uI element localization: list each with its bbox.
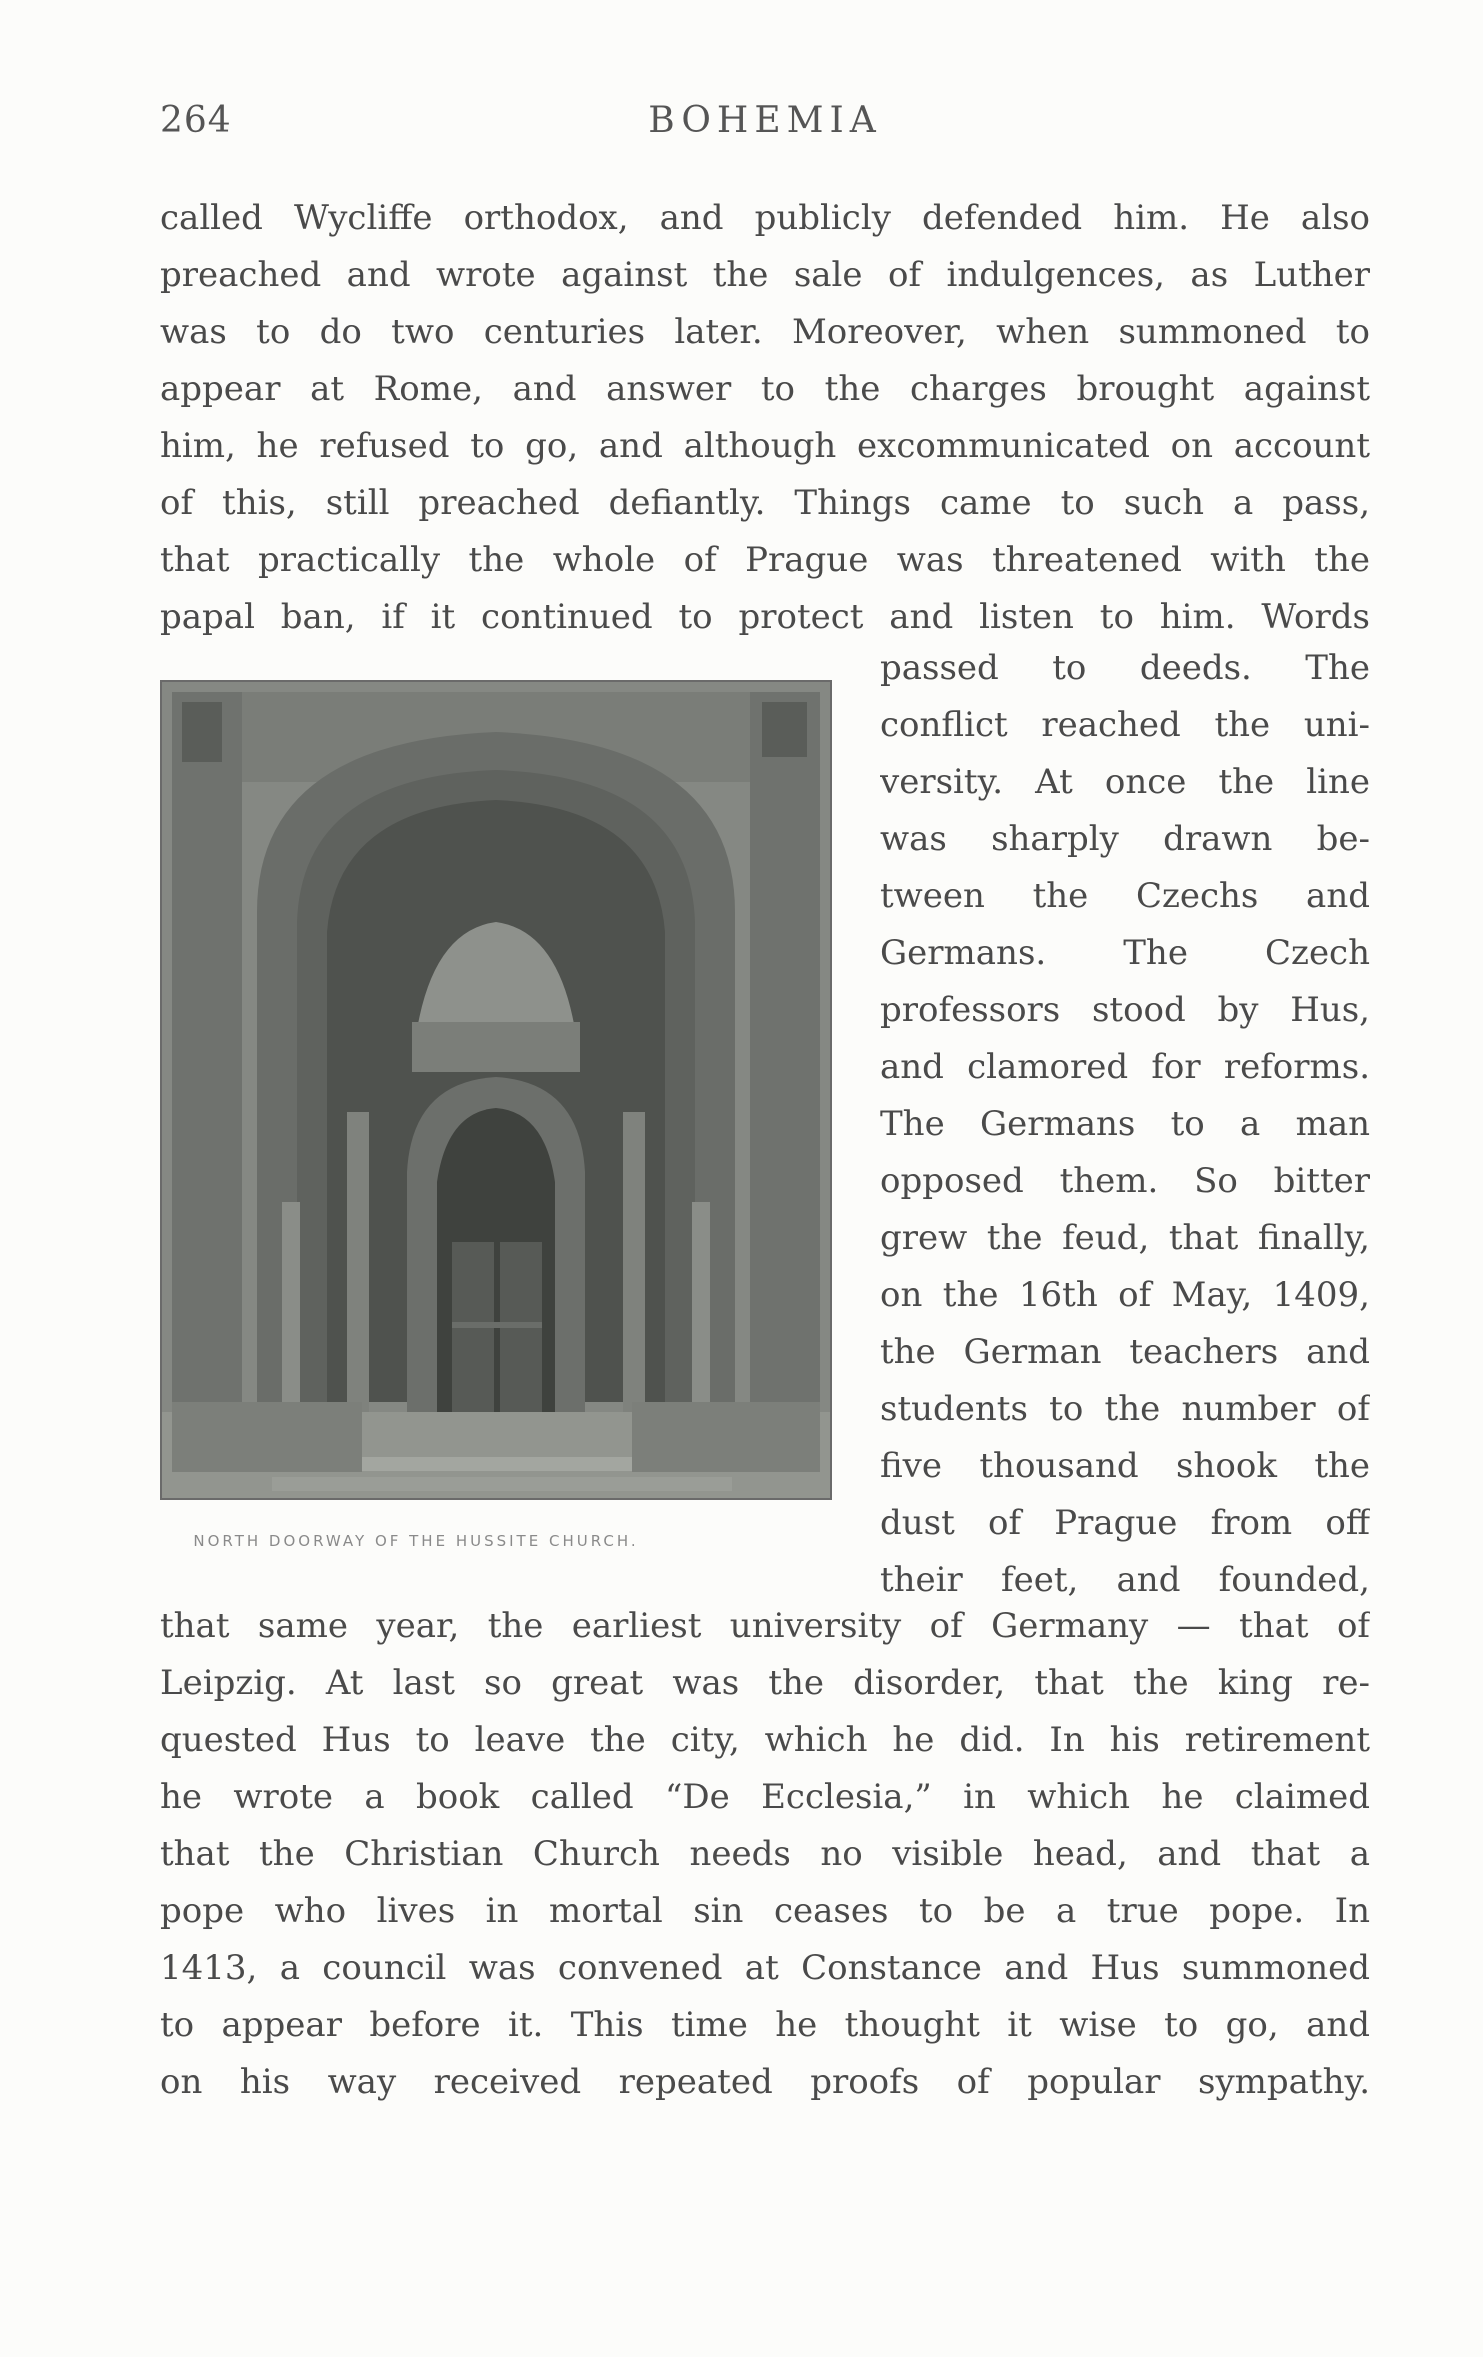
text-line: was to do two centuries later. Moreover, when summoned to: [160, 312, 1370, 352]
text-line: on the 16th of May, 1409,: [880, 1275, 1370, 1315]
text-line: students to the number of: [880, 1389, 1370, 1429]
text-line: tween the Czechs and: [880, 876, 1370, 916]
running-head: [160, 100, 1370, 150]
paragraph-side: [880, 640, 1370, 1609]
text-line: on his way received repeated proofs of popular sympathy.: [160, 2062, 1370, 2102]
text-line: of this, still preached defiantly. Things came to such a pass,: [160, 483, 1370, 523]
page-number: 264: [160, 100, 232, 141]
text-line: their feet, and founded,: [880, 1560, 1370, 1600]
text-line: preached and wrote against the sale of indulgences, as Luther: [160, 255, 1370, 295]
text-line: Germans. The Czech: [880, 933, 1370, 973]
text-line: called Wycliffe orthodox, and publicly defended him. He also: [160, 198, 1370, 238]
text-line: and clamored for reforms.: [880, 1047, 1370, 1087]
text-line: that practically the whole of Prague was threatened with the: [160, 540, 1370, 580]
text-line: papal ban, if it continued to protect and listen to him. Words: [160, 597, 1370, 637]
paragraph-bottom: [160, 1598, 1370, 2111]
figure-illustration: [160, 680, 832, 1500]
text-line: him, he refused to go, and although excommunicated on account: [160, 426, 1370, 466]
text-line: versity. At once the line: [880, 762, 1370, 802]
text-line: that same year, the earliest university of Germany — that of: [160, 1606, 1370, 1646]
text-line: quested Hus to leave the city, which he did. In his retirement: [160, 1720, 1370, 1760]
text-line: passed to deeds. The: [880, 648, 1370, 688]
text-line: was sharply drawn be-: [880, 819, 1370, 859]
paragraph-top: [160, 190, 1370, 646]
text-line: he wrote a book called “De Ecclesia,” in which he claimed: [160, 1777, 1370, 1817]
text-line: grew the feud, that finally,: [880, 1218, 1370, 1258]
running-title: BOHEMIA: [648, 100, 882, 141]
text-line: pope who lives in mortal sin ceases to be a true pope. In: [160, 1891, 1370, 1931]
text-line: the German teachers and: [880, 1332, 1370, 1372]
text-line: appear at Rome, and answer to the charges brought against: [160, 369, 1370, 409]
text-line: Leipzig. At last so great was the disorder, that the king re-: [160, 1663, 1370, 1703]
figure-caption: NORTH DOORWAY OF THE HUSSITE CHURCH.: [193, 1532, 639, 1550]
text-line: to appear before it. This time he thought it wise to go, and: [160, 2005, 1370, 2045]
text-line: professors stood by Hus,: [880, 990, 1370, 1030]
text-line: opposed them. So bitter: [880, 1161, 1370, 1201]
text-line: conflict reached the uni-: [880, 705, 1370, 745]
doorway-engraving: [160, 680, 832, 1500]
text-line: that the Christian Church needs no visible head, and that a: [160, 1834, 1370, 1874]
text-line: five thousand shook the: [880, 1446, 1370, 1486]
text-line: The Germans to a man: [880, 1104, 1370, 1144]
text-line: dust of Prague from off: [880, 1503, 1370, 1543]
text-line: 1413, a council was convened at Constance and Hus summoned: [160, 1948, 1370, 1988]
